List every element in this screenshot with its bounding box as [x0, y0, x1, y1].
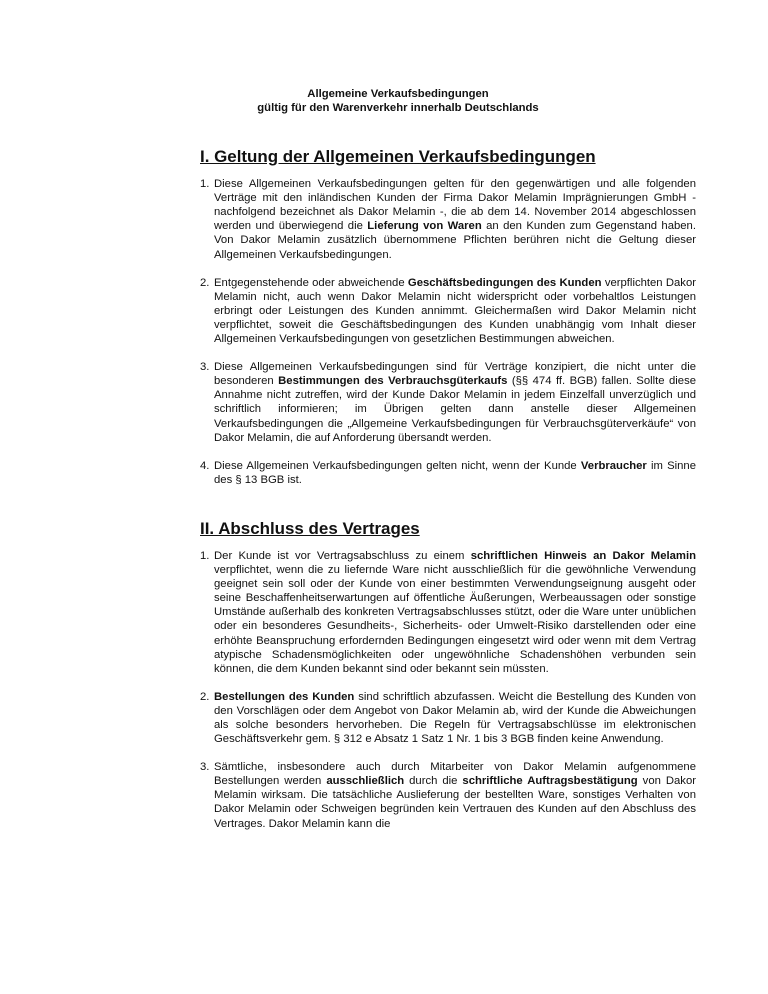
- document-title: [0, 87, 768, 115]
- body-text: von Dakor Melamin wirksam. Die tatsächliche Auslieferung der bestellten Ware, sonstiges Verhalten von Dakor Melamin oder Schweigen begründen kein Vertrauen des Kunden auf den Abschluss des Vertrages. Dakor Melamin kann die: [214, 775, 696, 830]
- emphasis-text: ausschließlich: [326, 775, 405, 788]
- body-text: an den Kunden zum Gegenstand haben. Von Dakor Melamin zusätzlich übernommene Pflichten berühren nicht die Geltung dieser Allgemeinen Verkaufsbedingungen.: [214, 220, 696, 261]
- clause-item: [200, 760, 696, 830]
- body-text: Diese Allgemeinen Verkaufsbedingungen gelten nicht, wenn der Kunde: [214, 459, 581, 472]
- clause-number: 1.: [200, 178, 210, 191]
- body-text: (§§ 474 ff. BGB) fallen. Sollte diese Annahme nicht zutreffen, wird der Kunde Dakor Melamin in jedem Einzelfall unverzüglich und schriftlich informieren; im Übrigen gelten dann anstelle dieser Allgemeinen Verkaufsbedingungen die „Allgemeine Verkaufsbedingungen für Verbrauchsgüterverkäufe“ von Dakor Melamin, die auf Anforderung übersandt werden.: [214, 375, 697, 444]
- emphasis-text: Verbraucher: [580, 459, 647, 472]
- clause-item: [200, 276, 696, 346]
- body-text: verpflichten Dakor Melamin nicht, auch wenn Dakor Melamin nicht widerspricht oder vorbehaltlos Leistungen erbringt oder Leistungen des Kunden annimmt. Gleichermaßen wird Dakor Melamin nicht verpflichtet, soweit die Geschäftsbedingungen des Kunden unabhängig vom Inhalt dieser Allgemeinen Verkaufsbedingungen von gesetzlichen Bestimmungen abweichen.: [214, 276, 697, 346]
- body-text: sind schriftlich abzufassen. Weicht die Bestellung des Kunden von den Vorschlägen oder dem Angebot von Dakor Melamin ab, wird der Kunde die Abweichungen als solche besonders hervorheben. Die Regeln für Vertragsabschlüsse im elektronischen Geschäftsverkehr gem. § 312 e Absatz 1 Satz 1 Nr. 1 bis 3 BGB finden keine Anwendung.: [214, 690, 697, 746]
- body-text: Diese Allgemeinen Verkaufsbedingungen sind für Verträge konzipiert, die nicht unter die besonderen: [214, 361, 696, 388]
- clause-text: [214, 761, 696, 829]
- clause-item: [200, 177, 696, 262]
- section-heading: II. Abschluss des Vertrages: [200, 518, 420, 538]
- clause-text: [214, 691, 696, 745]
- body-text: im Sinne des § 13 BGB ist.: [214, 459, 696, 486]
- clause-item: [200, 549, 696, 676]
- title-line-2: gültig für den Warenverkehr innerhalb Deutschlands: [257, 102, 539, 114]
- body-text: Diese Allgemeinen Verkaufsbedingungen gelten für den gegenwärtigen und alle folgenden Verträge mit den inländischen Kunden der Firma Dakor Melamin Imprägnierungen GmbH - nachfolgend bezeichnet als Dakor Melamin -, die ab dem 14. November 2014 abgeschlossen werden und überwiegend die: [214, 178, 696, 233]
- clause-item: [200, 360, 696, 445]
- clause-number: 1.: [200, 549, 210, 562]
- clause-list: [200, 549, 696, 831]
- body-text: Entgegenstehende oder abweichende: [214, 276, 408, 289]
- clause-number: 2.: [200, 690, 210, 703]
- clause-number: 2.: [200, 276, 210, 289]
- emphasis-text: Lieferung von Waren: [367, 220, 482, 233]
- section-vertragsabschluss: [200, 518, 697, 831]
- clause-list: [200, 177, 696, 487]
- clause-text: [214, 277, 696, 345]
- emphasis-text: Bestimmungen des Verbrauchsgüterkaufs: [278, 375, 508, 388]
- clause-item: [200, 459, 696, 487]
- document-body: [200, 147, 697, 831]
- title-line-1: Allgemeine Verkaufsbedingungen: [307, 88, 489, 100]
- clause-text: [214, 550, 696, 675]
- body-text: Der Kunde ist vor Vertragsabschluss zu einem: [214, 549, 471, 562]
- emphasis-text: schriftlichen Hinweis an Dakor Melamin: [470, 549, 696, 562]
- clause-text: [214, 178, 696, 260]
- body-text: Sämtliche, insbesondere auch durch Mitarbeiter von Dakor Melamin aufgenommene Bestellungen werden: [214, 761, 696, 788]
- clause-text: [214, 361, 696, 443]
- emphasis-text: Bestellungen des Kunden: [214, 690, 355, 703]
- section-geltung: [200, 147, 697, 487]
- clause-number: 3.: [200, 761, 210, 774]
- clause-number: 4.: [200, 459, 210, 472]
- clause-text: [214, 460, 696, 486]
- body-text: durch die: [404, 775, 463, 788]
- clause-item: [200, 690, 696, 746]
- emphasis-text: schriftliche Auftragsbestätigung: [462, 775, 638, 788]
- emphasis-text: Geschäftsbedingungen des Kunden: [407, 276, 602, 289]
- body-text: verpflichtet, wenn die zu liefernde Ware nicht ausschließlich für die gewöhnliche Verwendung geeignet sein soll oder der Kunde von einer bestimmten Verwendungseignung ausgeht oder seine Beschaffenheitserwartungen auf öffentliche Äußerungen, Werbeaussagen oder sonstige Umstände außerhalb des konkreten Vertragsabschlusses stützt, oder die Ware unter unüblichen oder ein besonderes Gesundheits-, Sicherheits- oder Umwelt-Risiko darstellenden oder eine erhöhte Beanspruchung erfordernden Bedingungen eingesetzt wird oder wenn mit dem Vertrag atypische Schadensmöglichkeiten oder ungewöhnliche Schadenshöhen verbunden sein können, die dem Kunden bekannt sind oder bekannt sein müssten.: [214, 564, 696, 675]
- clause-number: 3.: [200, 361, 210, 374]
- section-heading: I. Geltung der Allgemeinen Verkaufsbedingungen: [200, 147, 596, 166]
